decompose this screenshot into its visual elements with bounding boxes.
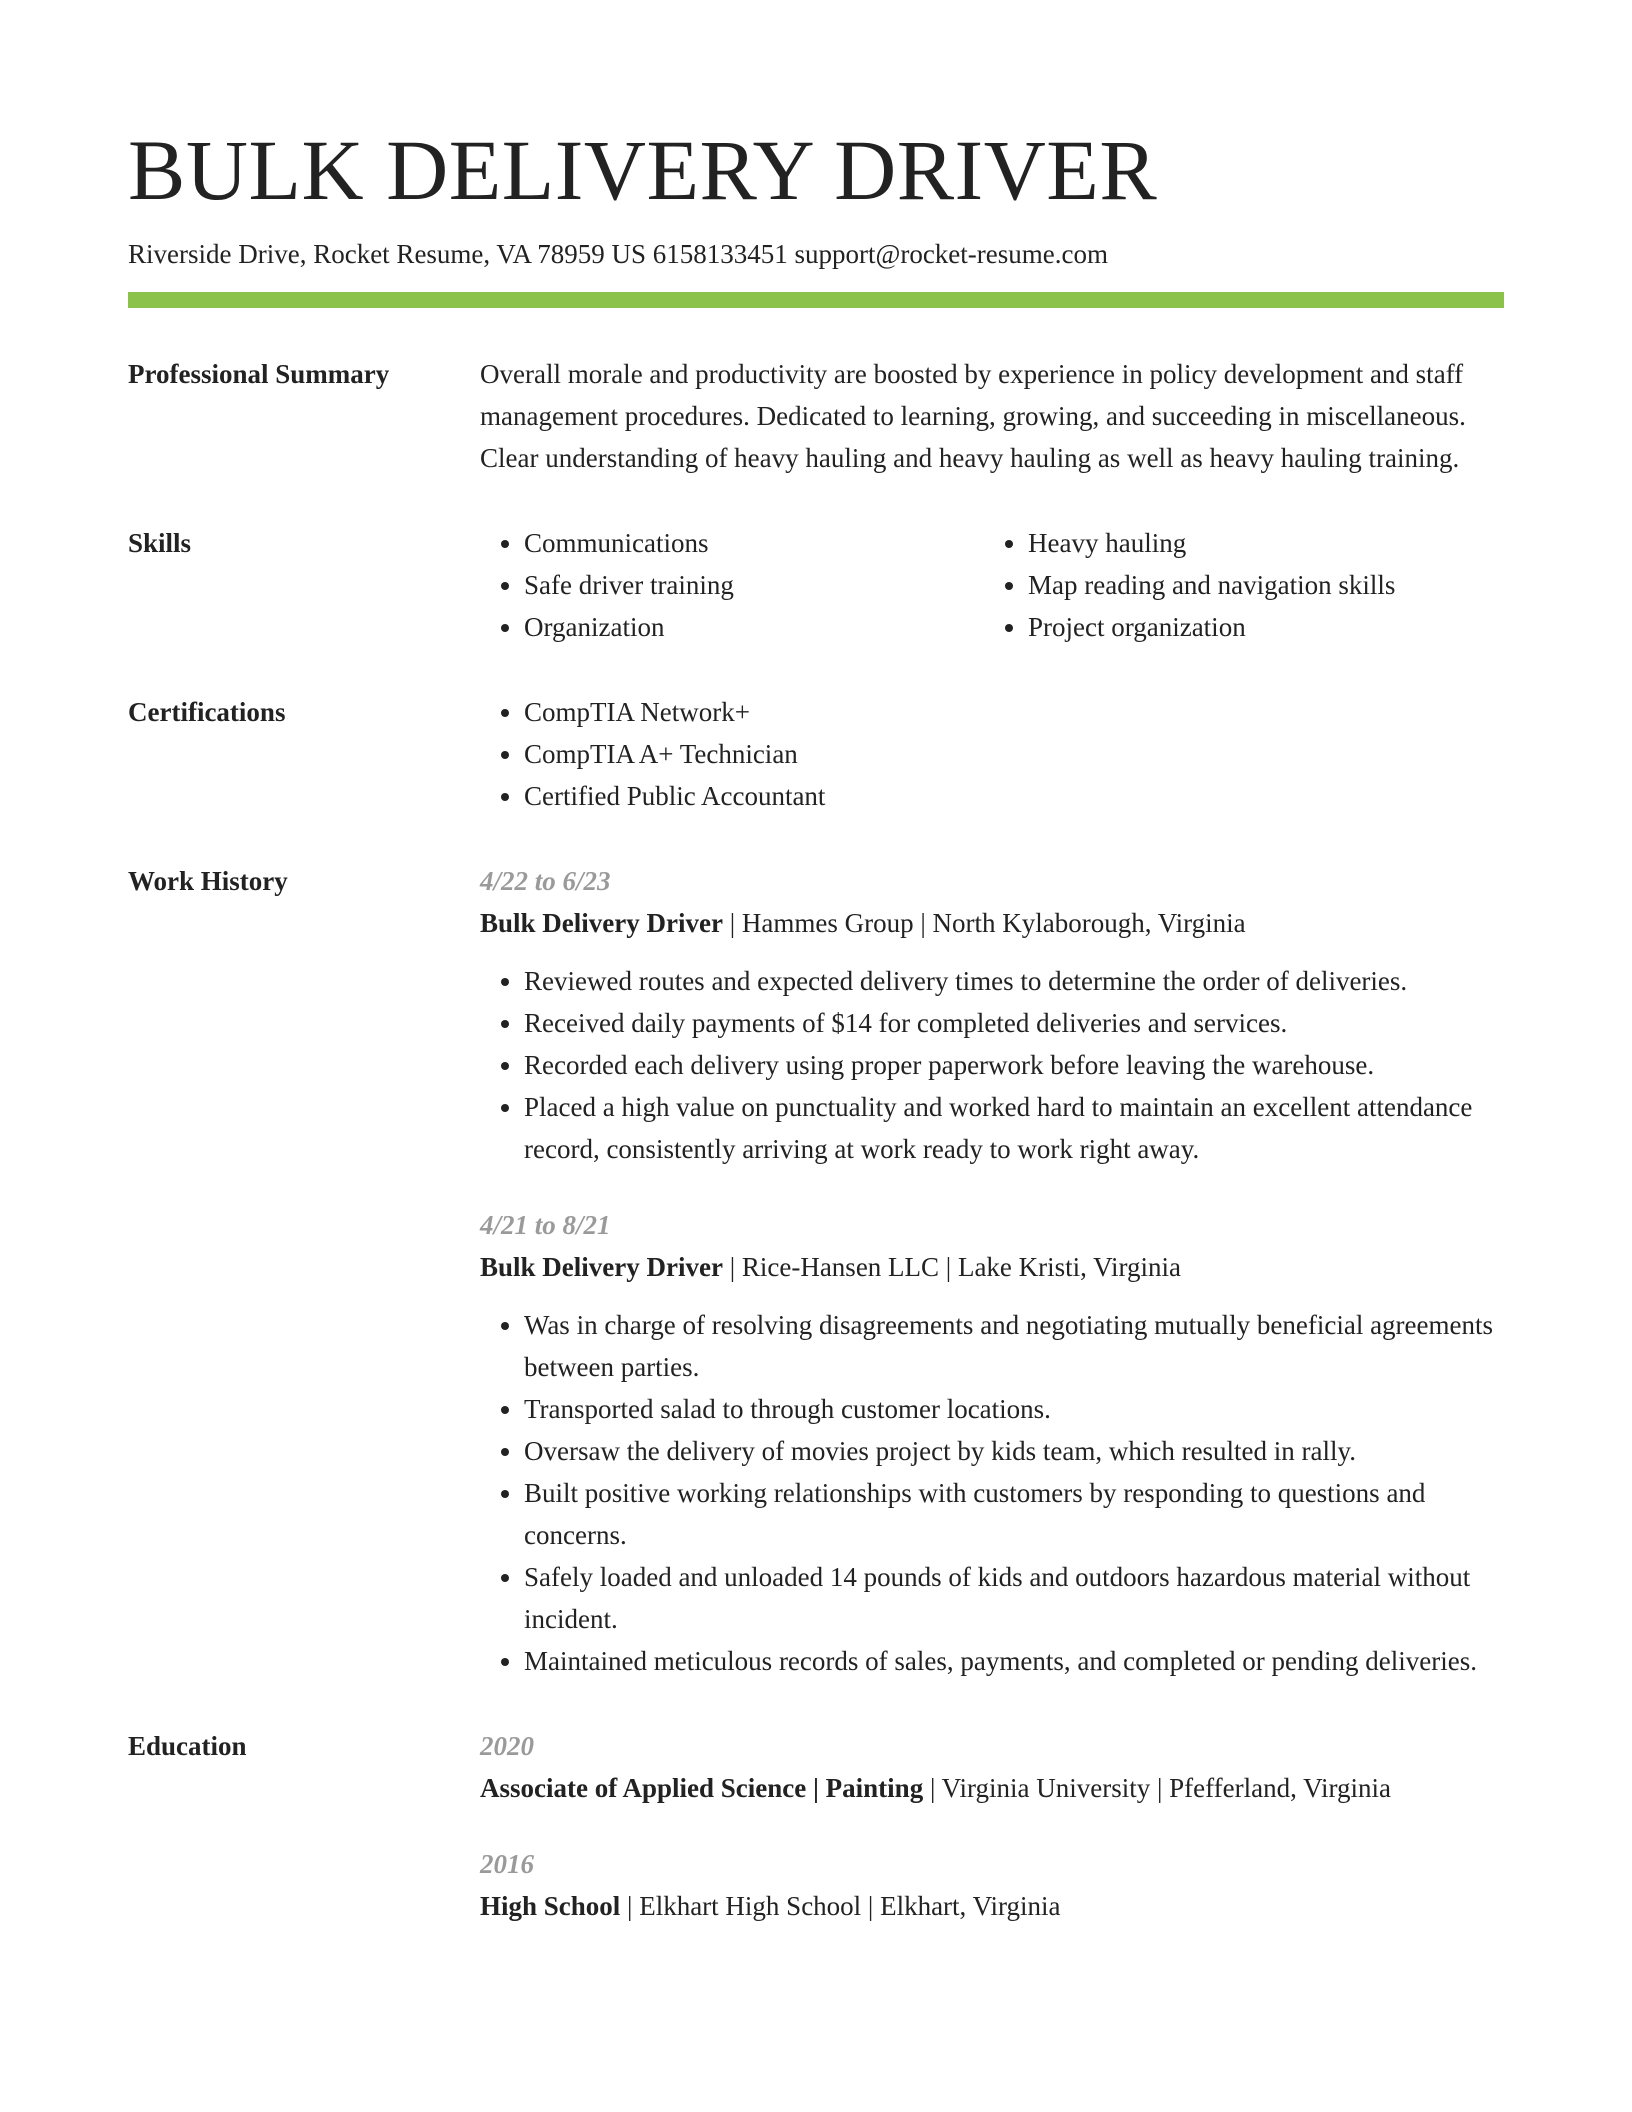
skill-item: • Organization <box>524 606 984 648</box>
job-entry <box>480 860 1504 1170</box>
job-title: Bulk Delivery Driver <box>480 908 723 938</box>
certifications-title: Certifications <box>128 697 286 727</box>
work-history-title: Work History <box>128 866 288 896</box>
job-bullet: • Safely loaded and unloaded 14 pounds of kids and outdoors hazardous material without incident. <box>524 1556 1504 1640</box>
education-entry <box>480 1843 1504 1927</box>
education-section <box>128 1730 1504 1927</box>
job-date: 4/22 to 6/23 <box>480 866 611 896</box>
skills-list-right <box>984 522 1488 648</box>
certifications-section <box>128 696 1504 817</box>
job-bullet: • Built positive working relationships with customers by responding to questions and concerns. <box>524 1472 1504 1556</box>
education-title: Education <box>128 1731 247 1761</box>
work-history-body <box>480 860 1504 1682</box>
summary-text: Overall morale and productivity are boosted by experience in policy development and staff management procedures. Dedicated to learning, growing, and succeeding in miscellaneous. Clear understanding of heavy hauling and heavy hauling as well as heavy hauling training. <box>480 359 1466 473</box>
skills-list-left <box>480 522 984 648</box>
skills-column-left <box>480 522 984 648</box>
summary-section <box>128 358 1504 479</box>
resume-page <box>128 118 1504 1927</box>
skills-columns <box>480 522 1504 648</box>
education-details: | Virginia University | Pfefferland, Virginia <box>923 1773 1391 1803</box>
certification-item: • CompTIA Network+ <box>524 691 1504 733</box>
summary-body <box>480 353 1504 479</box>
job-bullets <box>480 1304 1504 1682</box>
job-bullet: • Received daily payments of $14 for completed deliveries and services. <box>524 1002 1504 1044</box>
education-date: 2016 <box>480 1849 534 1879</box>
education-line <box>480 1885 1504 1927</box>
job-role-line <box>480 1246 1504 1288</box>
skill-item: • Project organization <box>1028 606 1488 648</box>
job-bullet: • Reviewed routes and expected delivery times to determine the order of deliveries. <box>524 960 1504 1002</box>
job-bullet: • Maintained meticulous records of sales, payments, and completed or pending deliveries. <box>524 1640 1504 1682</box>
education-body <box>480 1725 1504 1927</box>
education-details: | Elkhart High School | Elkhart, Virginia <box>620 1891 1061 1921</box>
job-role-line <box>480 902 1504 944</box>
job-details: | Hammes Group | North Kylaborough, Virginia <box>722 908 1246 938</box>
skill-item: • Heavy hauling <box>1028 522 1488 564</box>
education-entry <box>480 1725 1504 1809</box>
summary-title: Professional Summary <box>128 359 390 389</box>
job-bullet: • Oversaw the delivery of movies project by kids team, which resulted in rally. <box>524 1430 1504 1472</box>
accent-divider <box>128 292 1504 308</box>
certification-item: • CompTIA A+ Technician <box>524 733 1504 775</box>
job-details: | Rice-Hansen LLC | Lake Kristi, Virginia <box>722 1252 1182 1282</box>
contact-line: Riverside Drive, Rocket Resume, VA 78959 US 6158133451 support@rocket-resume.com <box>128 239 1108 269</box>
job-bullet: • Recorded each delivery using proper paperwork before leaving the warehouse. <box>524 1044 1504 1086</box>
job-bullet: • Was in charge of resolving disagreements and negotiating mutually beneficial agreements between parties. <box>524 1304 1504 1388</box>
certifications-list <box>480 691 1504 817</box>
skill-item: • Communications <box>524 522 984 564</box>
certifications-body <box>480 691 1504 817</box>
skills-body <box>480 522 1504 648</box>
job-bullets <box>480 960 1504 1170</box>
education-date: 2020 <box>480 1731 534 1761</box>
skills-column-right <box>984 522 1488 648</box>
job-entry <box>480 1204 1504 1682</box>
job-title: Bulk Delivery Driver <box>480 1252 723 1282</box>
skill-item: • Safe driver training <box>524 564 984 606</box>
resume-name: BULK DELIVERY DRIVER <box>128 122 1158 218</box>
job-date: 4/21 to 8/21 <box>480 1210 611 1240</box>
job-bullet: • Placed a high value on punctuality and worked hard to maintain an excellent attendance record, consistently arriving at work ready to work right away. <box>524 1086 1504 1170</box>
skills-title: Skills <box>128 528 192 558</box>
work-history-section <box>128 865 1504 1682</box>
job-bullet: • Transported salad to through customer locations. <box>524 1388 1504 1430</box>
skill-item: • Map reading and navigation skills <box>1028 564 1488 606</box>
skills-section <box>128 527 1504 648</box>
certification-item: • Certified Public Accountant <box>524 775 1504 817</box>
education-degree: Associate of Applied Science | Painting <box>480 1773 924 1803</box>
education-line <box>480 1767 1504 1809</box>
education-degree: High School <box>480 1891 621 1921</box>
